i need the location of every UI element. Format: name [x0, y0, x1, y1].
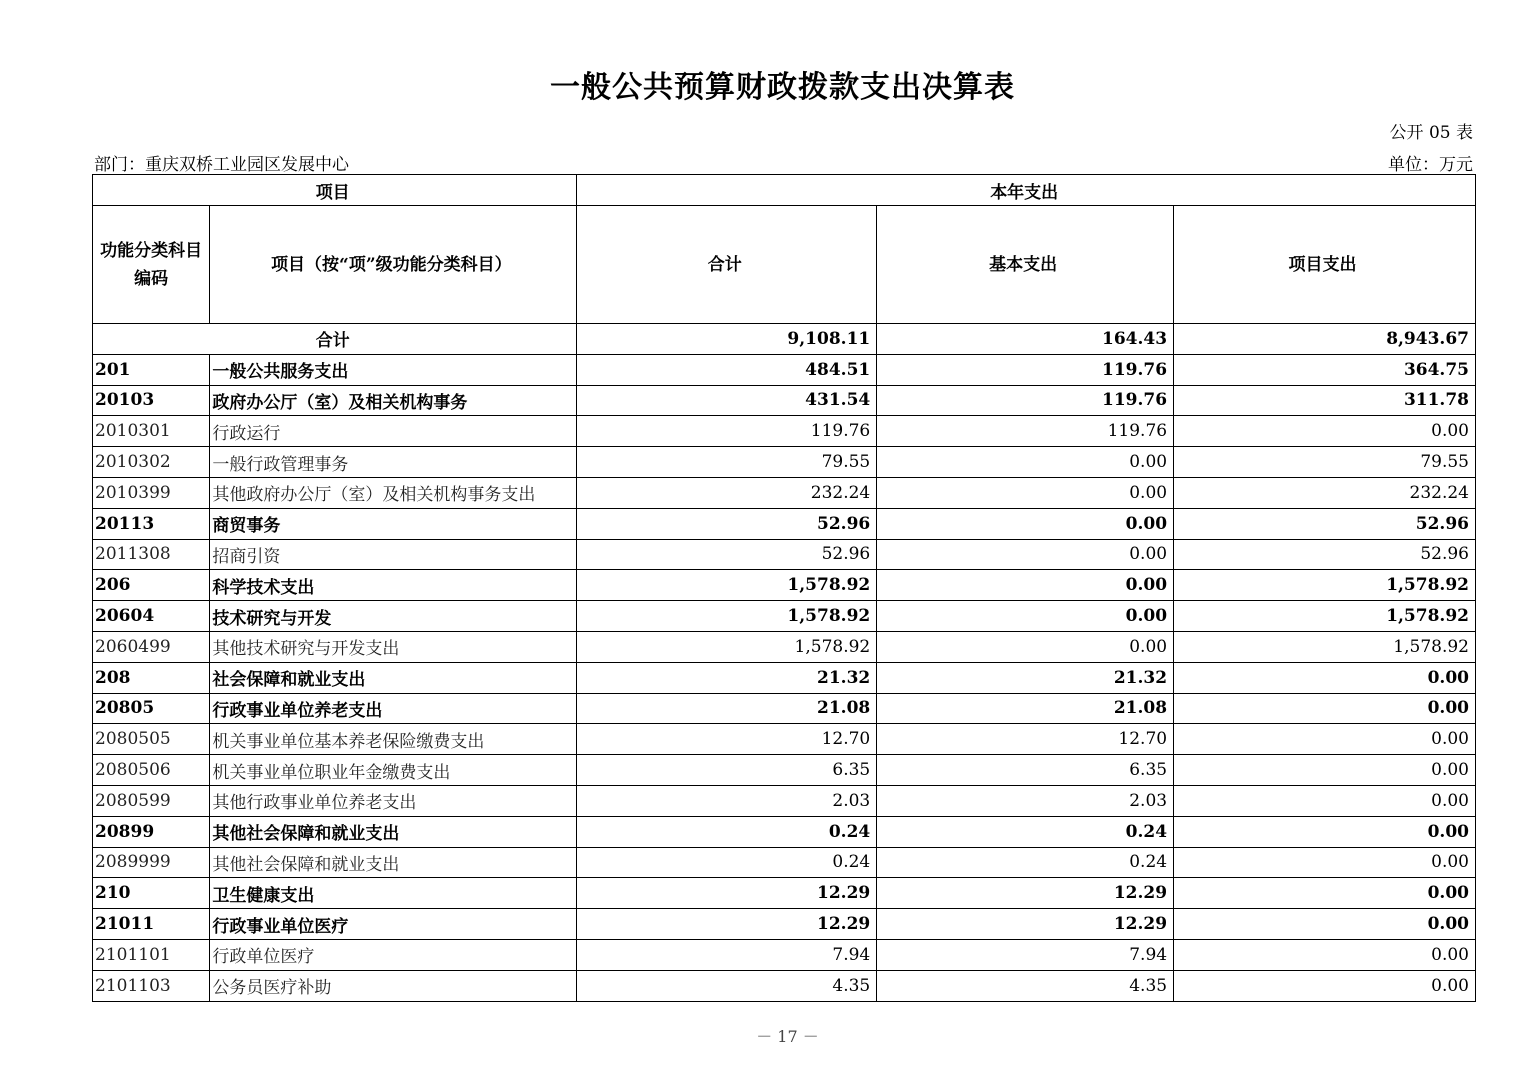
row-basic: 7.94	[877, 939, 1174, 970]
table-row	[93, 693, 1476, 724]
table-row	[93, 755, 1476, 786]
row-basic: 2.03	[877, 785, 1174, 816]
row-project: 0.00	[1174, 724, 1476, 755]
row-code: 20805	[93, 693, 210, 724]
row-project: 364.75	[1174, 354, 1476, 385]
row-project: 0.00	[1174, 816, 1476, 847]
form-number: 公开 05 表	[1389, 123, 1473, 143]
row-project: 1,578.92	[1174, 570, 1476, 601]
row-name: 商贸事务	[210, 508, 577, 539]
page-number: － 17 －	[756, 1027, 819, 1046]
row-total: 4.35	[577, 970, 877, 1001]
total-row	[93, 324, 1476, 355]
table-row	[93, 539, 1476, 570]
table-row	[93, 939, 1476, 970]
row-basic: 0.00	[877, 539, 1174, 570]
row-project: 0.00	[1174, 416, 1476, 447]
unit-label: 单位：万元	[1388, 155, 1473, 175]
row-project: 52.96	[1174, 539, 1476, 570]
total-amount: 9,108.11	[577, 324, 877, 355]
row-basic: 0.00	[877, 570, 1174, 601]
row-total: 0.24	[577, 847, 877, 878]
row-total: 431.54	[577, 385, 877, 416]
table-row	[93, 631, 1476, 662]
row-basic: 0.00	[877, 631, 1174, 662]
row-name: 行政事业单位医疗	[210, 909, 577, 940]
row-code: 201	[93, 354, 210, 385]
row-code: 2080599	[93, 785, 210, 816]
row-total: 6.35	[577, 755, 877, 786]
row-name: 其他社会保障和就业支出	[210, 816, 577, 847]
row-total: 1,578.92	[577, 631, 877, 662]
table-row	[93, 477, 1476, 508]
row-name: 一般公共服务支出	[210, 354, 577, 385]
row-basic: 12.29	[877, 909, 1174, 940]
row-code: 2010302	[93, 447, 210, 478]
table-row	[93, 447, 1476, 478]
header-code	[93, 206, 210, 324]
row-code: 2101101	[93, 939, 210, 970]
row-code: 20113	[93, 508, 210, 539]
table-row	[93, 508, 1476, 539]
row-code: 2011308	[93, 539, 210, 570]
row-total: 484.51	[577, 354, 877, 385]
row-name: 行政运行	[210, 416, 577, 447]
row-name: 政府办公厅（室）及相关机构事务	[210, 385, 577, 416]
row-name: 其他技术研究与开发支出	[210, 631, 577, 662]
row-code: 2060499	[93, 631, 210, 662]
row-basic: 21.08	[877, 693, 1174, 724]
table-row	[93, 878, 1476, 909]
row-basic: 0.24	[877, 847, 1174, 878]
header-code-text: 功能分类科目编码	[100, 240, 203, 289]
row-name: 一般行政管理事务	[210, 447, 577, 478]
row-code: 21011	[93, 909, 210, 940]
row-project: 311.78	[1174, 385, 1476, 416]
row-project: 0.00	[1174, 693, 1476, 724]
row-name: 科学技术支出	[210, 570, 577, 601]
row-name: 行政事业单位养老支出	[210, 693, 577, 724]
row-total: 21.32	[577, 662, 877, 693]
row-basic: 21.32	[877, 662, 1174, 693]
row-code: 206	[93, 570, 210, 601]
row-name: 卫生健康支出	[210, 878, 577, 909]
department-label: 部门：重庆双桥工业园区发展中心	[94, 155, 349, 175]
row-total: 119.76	[577, 416, 877, 447]
row-basic: 0.24	[877, 816, 1174, 847]
row-basic: 0.00	[877, 508, 1174, 539]
row-code: 2010301	[93, 416, 210, 447]
row-total: 232.24	[577, 477, 877, 508]
total-project: 8,943.67	[1174, 324, 1476, 355]
row-basic: 0.00	[877, 477, 1174, 508]
row-code: 2010399	[93, 477, 210, 508]
table-row	[93, 354, 1476, 385]
header-total: 合计	[577, 206, 877, 324]
row-project: 232.24	[1174, 477, 1476, 508]
row-basic: 12.70	[877, 724, 1174, 755]
row-total: 1,578.92	[577, 601, 877, 632]
row-code: 20103	[93, 385, 210, 416]
row-total: 12.70	[577, 724, 877, 755]
table-row	[93, 816, 1476, 847]
row-project: 0.00	[1174, 909, 1476, 940]
row-code: 20604	[93, 601, 210, 632]
row-total: 52.96	[577, 508, 877, 539]
row-project: 0.00	[1174, 847, 1476, 878]
row-name: 其他社会保障和就业支出	[210, 847, 577, 878]
row-code: 2101103	[93, 970, 210, 1001]
table-row	[93, 724, 1476, 755]
row-total: 7.94	[577, 939, 877, 970]
row-basic: 119.76	[877, 354, 1174, 385]
row-code: 2080505	[93, 724, 210, 755]
total-basic: 164.43	[877, 324, 1174, 355]
table-row	[93, 570, 1476, 601]
row-code: 2080506	[93, 755, 210, 786]
table-row	[93, 970, 1476, 1001]
row-project: 1,578.92	[1174, 631, 1476, 662]
row-basic: 0.00	[877, 601, 1174, 632]
header-current-year: 本年支出	[577, 175, 1476, 206]
row-code: 210	[93, 878, 210, 909]
table-row	[93, 416, 1476, 447]
row-project: 0.00	[1174, 939, 1476, 970]
header-basic: 基本支出	[877, 206, 1174, 324]
table-row	[93, 847, 1476, 878]
row-total: 12.29	[577, 878, 877, 909]
table-row	[93, 909, 1476, 940]
row-project: 79.55	[1174, 447, 1476, 478]
page-title: 一般公共预算财政拨款支出决算表	[550, 70, 1015, 105]
row-name: 公务员医疗补助	[210, 970, 577, 1001]
header-row-1	[93, 175, 1476, 206]
row-name: 机关事业单位基本养老保险缴费支出	[210, 724, 577, 755]
row-code: 208	[93, 662, 210, 693]
row-project: 0.00	[1174, 970, 1476, 1001]
row-total: 52.96	[577, 539, 877, 570]
row-basic: 119.76	[877, 416, 1174, 447]
row-basic: 12.29	[877, 878, 1174, 909]
row-total: 79.55	[577, 447, 877, 478]
row-basic: 0.00	[877, 447, 1174, 478]
row-total: 2.03	[577, 785, 877, 816]
row-code: 2089999	[93, 847, 210, 878]
row-name: 其他政府办公厅（室）及相关机构事务支出	[210, 477, 577, 508]
row-total: 12.29	[577, 909, 877, 940]
header-row-2	[93, 206, 1476, 324]
row-project: 1,578.92	[1174, 601, 1476, 632]
row-total: 0.24	[577, 816, 877, 847]
row-name: 招商引资	[210, 539, 577, 570]
row-name: 技术研究与开发	[210, 601, 577, 632]
header-project-expense: 项目支出	[1174, 206, 1476, 324]
row-project: 0.00	[1174, 755, 1476, 786]
total-label: 合计	[93, 324, 577, 355]
row-name: 社会保障和就业支出	[210, 662, 577, 693]
row-name: 其他行政事业单位养老支出	[210, 785, 577, 816]
row-total: 1,578.92	[577, 570, 877, 601]
table-row	[93, 662, 1476, 693]
row-name: 机关事业单位职业年金缴费支出	[210, 755, 577, 786]
row-project: 0.00	[1174, 662, 1476, 693]
row-code: 20899	[93, 816, 210, 847]
row-total: 21.08	[577, 693, 877, 724]
row-basic: 119.76	[877, 385, 1174, 416]
table-row	[93, 785, 1476, 816]
table-row	[93, 385, 1476, 416]
header-project: 项目	[93, 175, 577, 206]
row-project: 52.96	[1174, 508, 1476, 539]
table-row	[93, 601, 1476, 632]
row-name: 行政单位医疗	[210, 939, 577, 970]
row-project: 0.00	[1174, 785, 1476, 816]
row-basic: 6.35	[877, 755, 1174, 786]
header-name: 项目（按“项”级功能分类科目）	[210, 206, 577, 324]
row-project: 0.00	[1174, 878, 1476, 909]
row-basic: 4.35	[877, 970, 1174, 1001]
budget-table	[92, 174, 1476, 1002]
